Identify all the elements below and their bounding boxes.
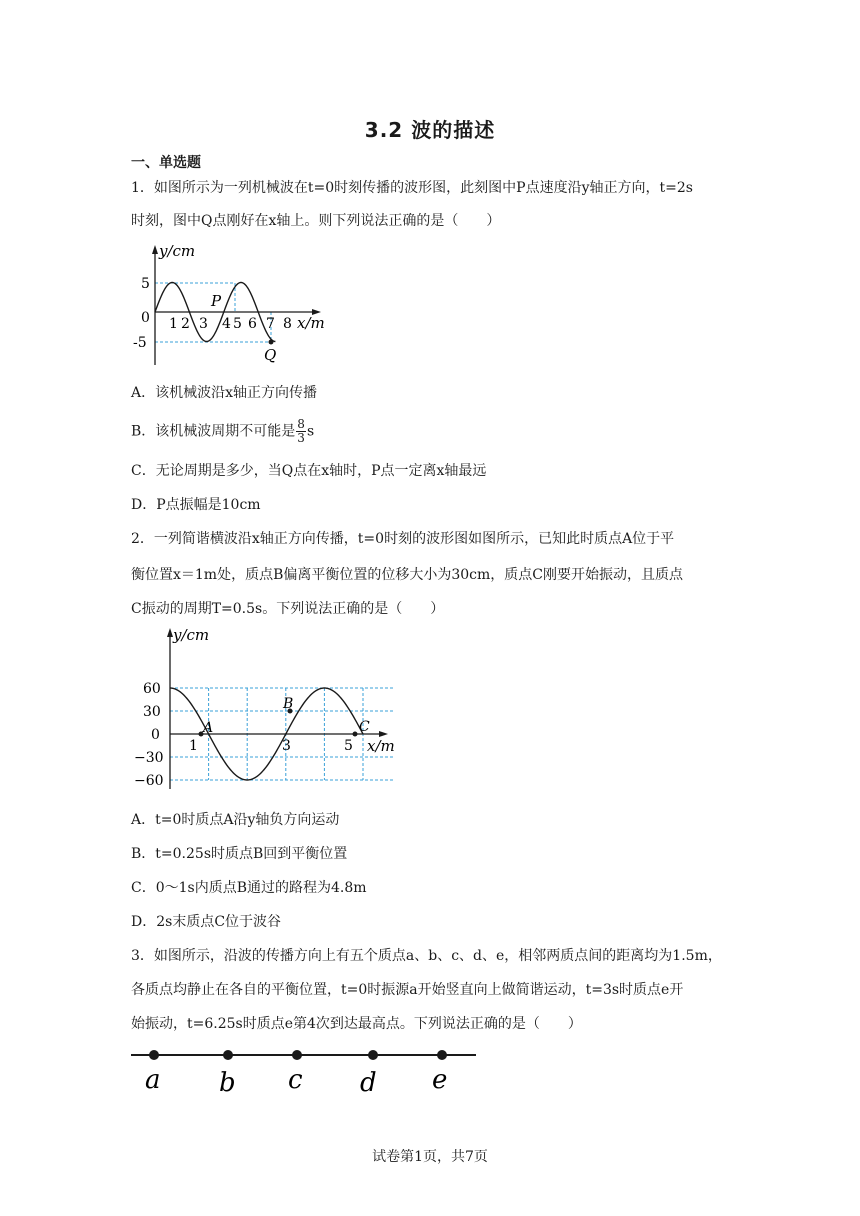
q3-stem-line2: 各质点均静止在各自的平衡位置，t=0时振源a开始竖直向上做简谐运动，t=3s时质点e开 [131,982,684,998]
q1-y-tick-neg5: -5 [133,335,147,351]
q2-point-c-label: C [359,719,370,735]
q2-x-tick-5: 5 [344,738,353,754]
q1-y-tick-5: 5 [141,276,150,292]
q2-y-tick-30: 30 [143,704,161,720]
q2-x-tick-3: 3 [282,738,291,754]
q3-point-b-label: b [219,1068,236,1098]
q1-option-b-fraction [296,418,306,445]
q3-stem-line1: 3．如图所示，沿波的传播方向上有五个质点a、b、c、d、e，相邻两质点间的距离均为1.5m， [131,948,722,964]
q2-point-a-label: A [203,720,214,736]
q2-point-b-label: B [283,696,294,712]
q1-x-tick-8: 8 [283,316,292,332]
page-footer: 试卷第1页，共7页 [372,1149,488,1165]
q3-point-b-dot [223,1050,233,1060]
q3-point-e-dot [437,1050,447,1060]
q2-y-tick-60: 60 [143,681,161,697]
page-title: 3.2 波的描述 [364,118,496,142]
q2-y-tick-neg30: −30 [134,750,164,766]
q1-stem-line2: 时刻，图中Q点刚好在x轴上。则下列说法正确的是（ ） [131,213,501,229]
q1-x-tick-1: 1 [169,316,178,332]
q1-x-tick-5: 5 [233,316,242,332]
q2-wave-figure [131,624,401,794]
q1-option-b-text: B．该机械波周期不可能是 [131,423,296,440]
q1-option-a: A．该机械波沿x轴正方向传播 [131,385,318,401]
q3-points-figure [131,1040,481,1100]
q1-y-label: y/cm [159,242,196,260]
q3-point-c-label: c [288,1065,303,1095]
q1-option-b-unit: s [306,423,315,440]
q1-point-q-dot [269,340,274,345]
q1-x-tick-2: 2 [181,316,190,332]
q1-x-tick-4: 4 [222,316,231,332]
q2-x-tick-1: 1 [189,738,198,754]
q3-point-c-dot [292,1050,302,1060]
q2-y-label: y/cm [173,626,210,644]
q1-stem-line1: 1．如图所示为一列机械波在t=0时刻传播的波形图，此刻图中P点速度沿y轴正方向，t=2s [131,180,693,196]
q1-wave-figure [131,240,341,370]
q2-stem-line1: 2．一列简谐横波沿x轴正方向传播，t=0时刻的波形图如图所示，已知此时质点A位于平 [131,531,675,547]
q2-option-a: A．t=0时质点A沿y轴负方向运动 [131,812,340,828]
q1-option-b [131,418,314,445]
q3-point-a-dot [149,1050,159,1060]
q3-stem-line3: 始振动，t=6.25s时质点e第4次到达最高点。下列说法正确的是（ ） [131,1016,582,1032]
q1-option-c: C．无论周期是多少，当Q点在x轴时，P点一定离x轴最远 [131,463,487,479]
q1-x-tick-7: 7 [266,316,275,332]
q1-y-tick-0: 0 [141,310,150,326]
q3-point-d-label: d [360,1068,377,1098]
q1-option-d: D．P点振幅是10cm [131,497,261,513]
q1-option-b-denominator: 3 [297,431,305,445]
q2-option-c: C．0～1s内质点B通过的路程为4.8m [131,880,367,896]
q1-option-b-numerator: 8 [297,417,305,431]
q1-y-arrow-icon [152,245,158,254]
q2-stem-line3: C振动的周期T=0.5s。下列说法正确的是（ ） [131,601,445,617]
q2-x-label: x/m [367,737,395,755]
q3-point-d-dot [368,1050,378,1060]
q2-stem-line2: 衡位置x＝1m处，质点B偏离平衡位置的位移大小为30cm，质点C刚要开始振动，且质点 [131,567,684,583]
q2-option-b: B．t=0.25s时质点B回到平衡位置 [131,846,348,862]
q3-point-e-label: e [432,1065,448,1095]
q2-y-tick-0: 0 [151,727,160,743]
q1-x-tick-3: 3 [199,316,208,332]
q1-point-q-label: Q [264,346,277,364]
q2-option-d: D．2s末质点C位于波谷 [131,914,282,930]
q2-y-tick-neg60: −60 [134,773,164,789]
section-heading: 一、单选题 [131,155,201,171]
q3-point-a-label: a [145,1065,161,1095]
q2-point-c-dot [353,732,358,737]
q1-point-p-label: P [211,292,222,310]
q1-x-tick-6: 6 [248,316,257,332]
q1-x-label: x/m [297,314,325,332]
